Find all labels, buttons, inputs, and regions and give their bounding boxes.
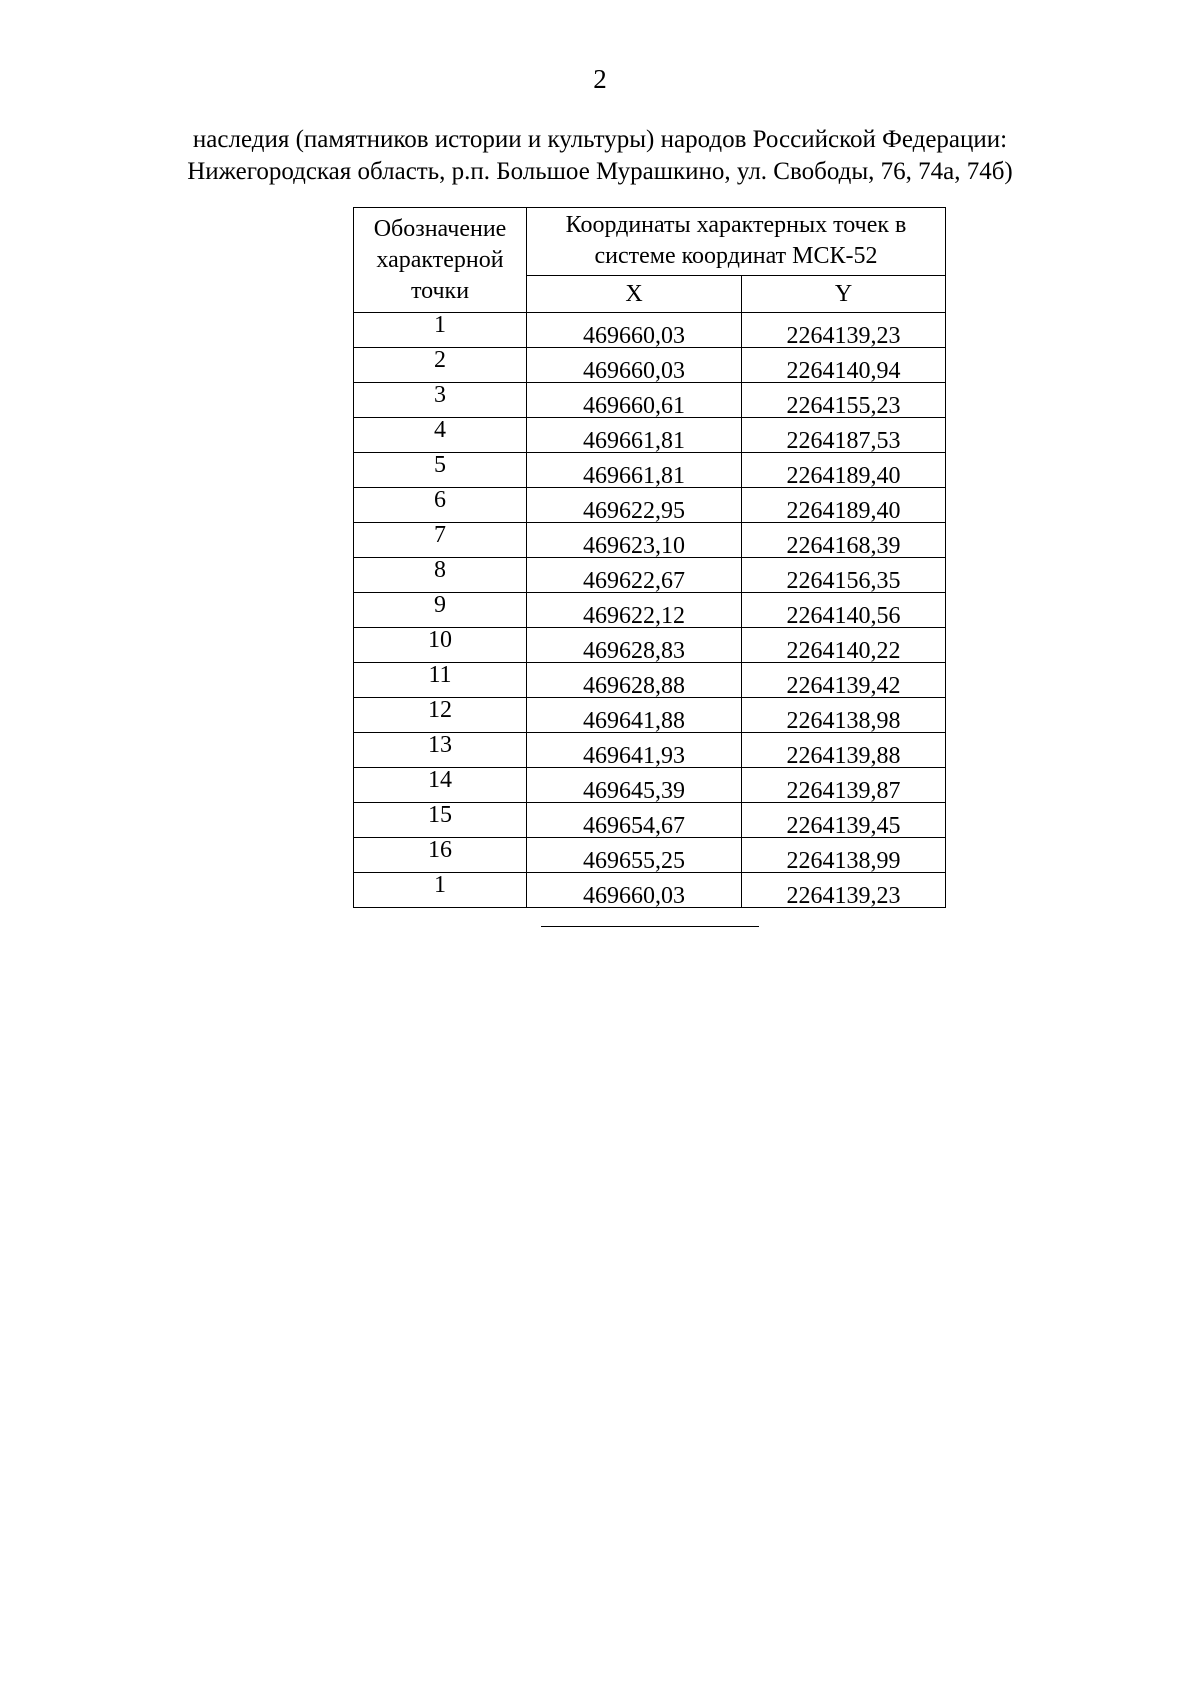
cell-point: 7: [354, 523, 527, 558]
header-coordinates-group: [527, 208, 946, 276]
table-row: [354, 803, 946, 838]
cell-point: 1: [354, 313, 527, 348]
cell-y: 2264140,22: [742, 628, 946, 663]
cell-point: 3: [354, 383, 527, 418]
cell-point: 9: [354, 593, 527, 628]
table-row: [354, 348, 946, 383]
header-coords-line-1: Координаты характерных точек в: [565, 212, 907, 239]
cell-x: 469654,67: [527, 803, 742, 838]
end-separator-line: [541, 926, 759, 927]
table-row: [354, 768, 946, 803]
cell-x: 469660,61: [527, 383, 742, 418]
cell-point: 14: [354, 768, 527, 803]
table-row: [354, 383, 946, 418]
header-point-line-3: точки: [410, 277, 470, 304]
cell-x: 469660,03: [527, 873, 742, 908]
cell-point: 16: [354, 838, 527, 873]
header-x: X: [527, 275, 742, 312]
table-row: [354, 628, 946, 663]
cell-y: 2264139,42: [742, 663, 946, 698]
table-row: [354, 663, 946, 698]
header-y: Y: [742, 275, 946, 312]
table-row: [354, 558, 946, 593]
cell-y: 2264139,23: [742, 313, 946, 348]
cell-x: 469622,67: [527, 558, 742, 593]
table-row: [354, 453, 946, 488]
cell-y: 2264140,56: [742, 593, 946, 628]
cell-y: 2264138,98: [742, 698, 946, 733]
cell-x: 469661,81: [527, 453, 742, 488]
cell-x: 469641,88: [527, 698, 742, 733]
cell-y: 2264187,53: [742, 418, 946, 453]
cell-y: 2264189,40: [742, 453, 946, 488]
table-row: [354, 838, 946, 873]
cell-x: 469661,81: [527, 418, 742, 453]
cell-x: 469641,93: [527, 733, 742, 768]
header-point-line-2: характерной: [376, 246, 504, 273]
cell-x: 469628,88: [527, 663, 742, 698]
cell-y: 2264139,87: [742, 768, 946, 803]
table-row: [354, 698, 946, 733]
cell-point: 10: [354, 628, 527, 663]
heading-line-2: Нижегородская область, р.п. Большое Мурашкино, ул. Свободы, 76, 74а, 74б): [187, 158, 1013, 185]
cell-point: 6: [354, 488, 527, 523]
cell-point: 2: [354, 348, 527, 383]
table-row: [354, 313, 946, 348]
cell-x: 469655,25: [527, 838, 742, 873]
cell-y: 2264139,88: [742, 733, 946, 768]
cell-point: 15: [354, 803, 527, 838]
table-row: [354, 418, 946, 453]
cell-x: 469660,03: [527, 348, 742, 383]
cell-y: 2264140,94: [742, 348, 946, 383]
cell-x: 469628,83: [527, 628, 742, 663]
cell-point: 11: [354, 663, 527, 698]
cell-x: 469623,10: [527, 523, 742, 558]
table-row: [354, 523, 946, 558]
table-row: [354, 873, 946, 908]
cell-point: 13: [354, 733, 527, 768]
cell-point: 8: [354, 558, 527, 593]
cell-y: 2264138,99: [742, 838, 946, 873]
cell-x: 469660,03: [527, 313, 742, 348]
header-coords-line-2: системе координат МСК-52: [594, 243, 878, 270]
cell-y: 2264156,35: [742, 558, 946, 593]
cell-point: 4: [354, 418, 527, 453]
table-row: [354, 593, 946, 628]
header-point-designation: [354, 208, 527, 313]
coordinates-table: [353, 207, 946, 908]
coordinates-table-body: [354, 313, 946, 908]
cell-y: 2264155,23: [742, 383, 946, 418]
table-row: [354, 488, 946, 523]
cell-y: 2264139,45: [742, 803, 946, 838]
cell-point: 5: [354, 453, 527, 488]
heading-line-1: наследия (памятников истории и культуры) народов Российской Федерации:: [192, 126, 1008, 153]
cell-y: 2264168,39: [742, 523, 946, 558]
page-number: 2: [593, 64, 607, 94]
cell-x: 469645,39: [527, 768, 742, 803]
cell-x: 469622,95: [527, 488, 742, 523]
cell-point: 12: [354, 698, 527, 733]
cell-point: 1: [354, 873, 527, 908]
document-heading: [0, 124, 1200, 188]
header-point-line-1: Обозначение: [373, 215, 507, 242]
table-row: [354, 733, 946, 768]
cell-y: 2264139,23: [742, 873, 946, 908]
cell-x: 469622,12: [527, 593, 742, 628]
cell-y: 2264189,40: [742, 488, 946, 523]
